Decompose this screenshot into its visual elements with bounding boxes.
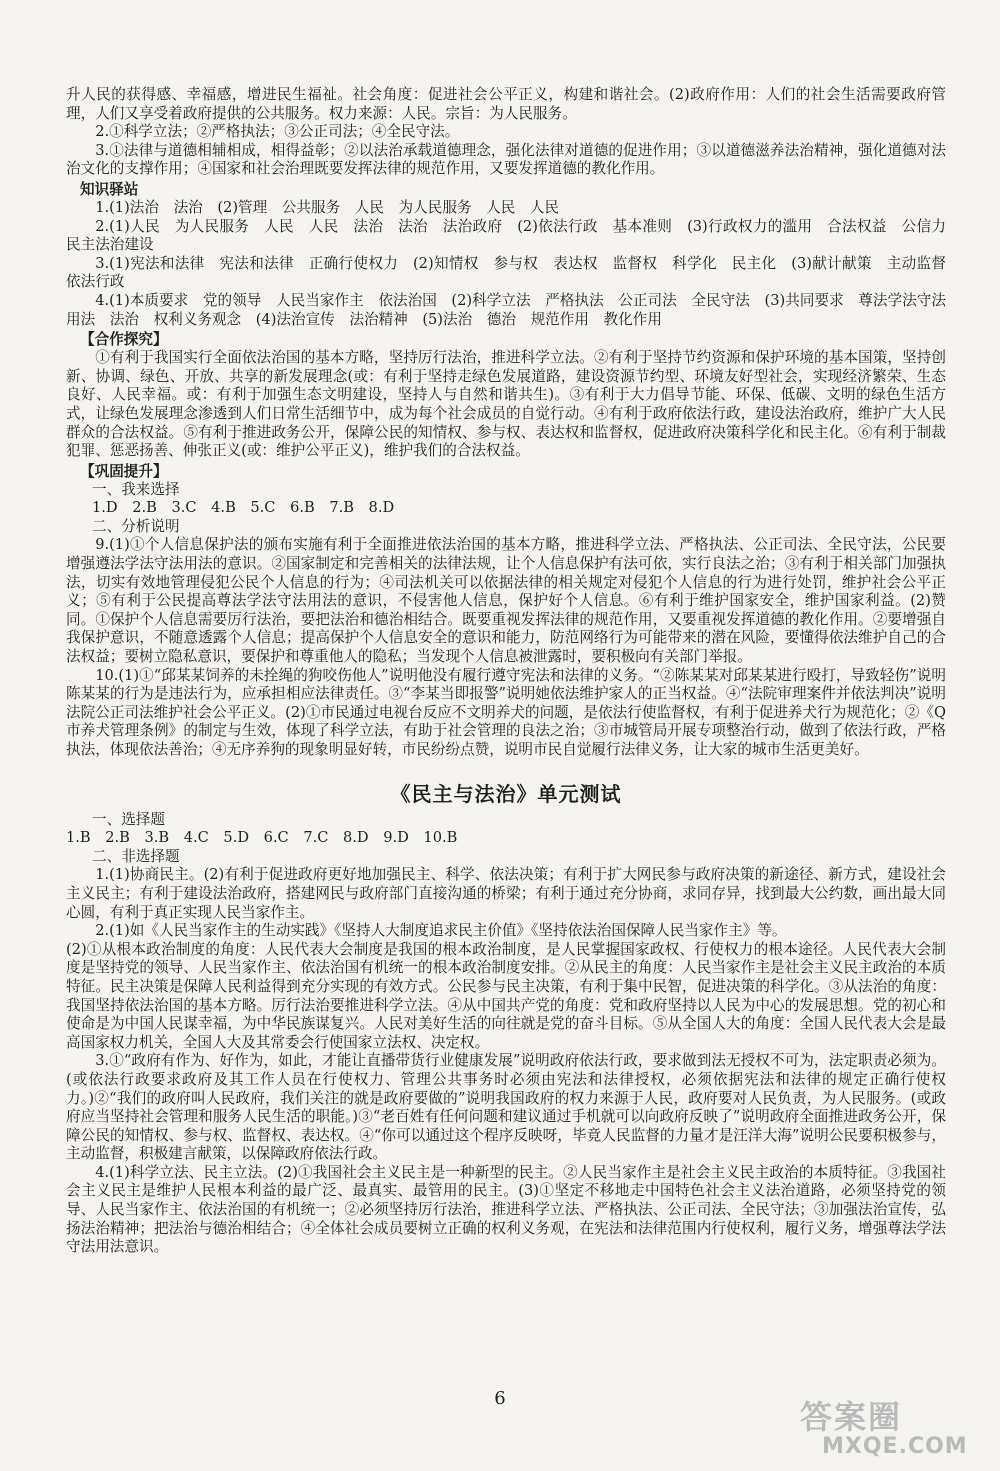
knowledge-item-1: 1.(1)法治 法治 (2)管理 公共服务 人民 为人民服务 人民 人民 bbox=[95, 198, 560, 216]
cooperation-text: ①有利于我国实行全面依法治国的基本方略，坚持厉行法治，推进科学立法。②有利于坚持节约资源和保护环境的基本国策，坚持创新、协调、绿色、开放、共享的新发展理念(或：有利于坚持走绿色发展道路，建设资源节约型、环境友好型社会，实现经济繁荣、生态良好、人民幸福。或：有利于加强生态文明建设，坚持人与自然和谐共生)。③有利于大力倡导节能、环保、低碳、文明的绿色生活方式，让绿色发展理念渗透到人们日常生活细节中，成为每个社会成员的自觉行动。④有利于政府依法行政，建设法治政府，维护广大人民群众的合法权益。⑤有利于推进政务公开，保障公民的知情权、参与权、表达权和监督权，促进政府决策科学化和民主化。⑥有利于制裁犯罪、惩恶扬善、伸张正义(或：维护公平正义)，维护我们的合法权益。 bbox=[66, 349, 946, 460]
unit-choice-title: 一、选择题 bbox=[92, 810, 165, 828]
unit-test-title: 《民主与法治》单元测试 bbox=[390, 781, 622, 806]
question-9-answer: 9.(1)①个人信息保护法的颁布实施有利于全面推进依法治国的基本方略，推进科学立法、严格执法、公正司法、全民守法，公民要增强遵法学法守法用法的意识。②国家制定和完善相关的法律法规，让个人信息保护有法可依，实行良法之治；③有利于相关部门加强执法，切实有效地管理侵犯公民个人信息的行为；④司法机关可以依据法律的相关规定对侵犯个人信息的行为进行处罚，维护社会公平正义；⑤有利于公民提高尊法学法守法用法的意识，不侵害他人信息，保护好个人信息。⑥有利于维护国家安全，维护国家利益。(2)赞同。①保护个人信息需要厉行法治，要把法治和德治相结合。既要重视发挥法律的规范作用，又要重视发挥道德的教化作用。②要增强自我保护意识，不随意透露个人信息；提高保护个人信息安全的意识和能力，防范网络行为可能带来的潜在风险，要懂得依法维护自己的合法权益；要树立隐私意识，要保护和尊重他人的隐私；当发现个人信息被泄露时，要积极向有关部门举报。 bbox=[66, 536, 946, 666]
unit-nonchoice-title: 二、非选择题 bbox=[92, 847, 180, 865]
page-content bbox=[66, 86, 961, 1257]
top-paragraph-2: 2.①科学立法；②严格执法；③公正司法；④全民守法。 bbox=[95, 123, 460, 141]
watermark-url: MXQE.COM bbox=[822, 1434, 968, 1459]
unit-question-4: 4.(1)科学立法、民主立法。(2)①我国社会主义民主是一种新型的民主。②人民当家作主是社会主义民主政治的本质特征。③我国社会主义民主是维护人民根本利益的最广泛、最真实、最管用的民主。(3)①坚定不移地走中国特色社会主义法治道路，必须坚持党的领导、人民当家作主、依法治国的有机统一；②必须坚持厉行法治，推进科学立法、严格执法、公正司法、全民守法；③加强法治宣传，弘扬法治精神；把法治与德治相结合；④全体社会成员要树立正确的权利义务观，在宪法和法律范围内行使权利，履行义务，增强尊法学法守法用法意识。 bbox=[66, 1163, 946, 1256]
page-number: 6 bbox=[494, 1388, 506, 1409]
unit-choice-answers: 1.B 2.B 3.B 4.C 5.D 6.C 7.C 8.D 9.D 10.B bbox=[66, 829, 458, 847]
knowledge-item-3: 3.(1)宪法和法律 宪法和法律 正确行使权力 (2)知情权 参与权 表达权 监督权 科学化 民主化 (3)献计献策 主动监督 依法行政 bbox=[66, 254, 961, 291]
top-paragraph-1: 升人民的获得感、幸福感，增进民生福祉。社会角度：促进社会公平正义，构建和谐社会。(2)政府作用：人们的社会生活需要政府管理，人们又享受着政府提供的公共服务。权力来源：人民。宗旨：为人民服务。 bbox=[66, 86, 946, 122]
unit-question-3: 3.①“政府有作为、好作为，如此，才能让直播带货行业健康发展”说明政府依法行政，要求做到法无授权不可为，法定职责必须为。(或依法行政要求政府及其工作人员在行使权力、管理公共事务时必须由宪法和法律授权，必须依据宪法和法律的规定正确行使权力。)②“我们的政府叫人民政府，我们关注的就是政府要做的”说明我国政府的权力来源于人民，政府要对人民负责，为人民服务。(或政府应当坚持社会管理和服务人民生活的职能。)③“老百姓有任何问题和建议通过手机就可以向政府反映了”说明政府全面推进政务公开，保障公民的知情权、参与权、监督权、表达权。④“你可以通过这个程序反映呀，毕竟人民监督的力量才是汪洋大海”说明公民要积极参与，主动监督，积极建言献策，以保障政府依法行政。 bbox=[66, 1052, 946, 1163]
watermark-logo bbox=[800, 1392, 970, 1458]
choice-answers: 1.D 2.B 3.C 4.B 5.C 6.B 7.B 8.D bbox=[92, 499, 395, 517]
unit-question-1: 1.(1)协商民主。(2)有利于促进政府更好地加强民主、科学、依法决策；有利于扩大网民参与政府决策的新途径、新方式，建设社会主义民主；有利于建设法治政府，搭建网民与政府部门直接沟通的桥梁；有利于通过充分协商，求同存异，找到最大公约数，画出最大同心圆，有利于真正实现人民当家作主。 bbox=[66, 866, 946, 921]
knowledge-item-4: 4.(1)本质要求 党的领导 人民当家作主 依法治国 (2)科学立法 严格执法 公正司法 全民守法 (3)共同要求 尊法学法守法用法 法治 权利义务观念 (4)法治宣传 法治精神 (5)法治 德治 规范作用 教化作用 bbox=[66, 291, 946, 328]
analysis-section-title: 二、分析说明 bbox=[92, 517, 180, 535]
unit-question-2b: (2)①从根本政治制度的角度：人民代表大会制度是我国的根本政治制度，是人民掌握国家政权、行使权力的根本途径。人民代表大会制度是坚持党的领导、人民当家作主、依法治国有机统一的根本政治制度安排。②从民主的角度：人民当家作主是社会主义民主政治的本质特征。民主决策是保障人民利益得到充分实现的有效方式。公民参与民主决策，有利于集中民智，促进决策的科学化。③从法治的角度：我国坚持依法治国的基本方略。厉行法治要推进科学立法。④从中国共产党的角度：党和政府坚持以人民为中心的发展思想。党的初心和使命是为中国人民谋幸福，为中华民族谋复兴。人民对美好生活的向往就是党的奋斗目标。⑤从全国人大的角度：全国人民代表大会是最高国家权力机关，全国人大及其常委会行使国家立法权、决定权。 bbox=[66, 940, 946, 1051]
consolidation-heading: 【巩固提升】 bbox=[80, 462, 168, 480]
knowledge-heading: 知识驿站 bbox=[80, 180, 139, 198]
unit-question-2a: 2.(1)如《人民当家作主的生动实践》《坚持人大制度追求民主价值》《坚持依法治国保障人民当家作主》等。 bbox=[95, 922, 787, 940]
cooperation-heading: 【合作探究】 bbox=[80, 331, 168, 349]
choice-section-title: 一、我来选择 bbox=[92, 480, 180, 498]
knowledge-item-2: 2.(1)人民 为人民服务 人民 人民 法治 法治 法治政府 (2)依法行政 基本准则 (3)行政权力的滥用 合法权益 公信力 民主法治建设 bbox=[66, 217, 961, 254]
watermark-text: 答案圈 bbox=[800, 1398, 903, 1436]
top-paragraph-3: 3.①法律与道德相辅相成，相得益彰；②以法治承载道德理念，强化法律对道德的促进作用；③以道德滋养法治精神，强化道德对法治文化的支撑作用；④国家和社会治理既要发挥法律的规范作用，又要发挥道德的教化作用。 bbox=[66, 141, 946, 178]
question-10-answer: 10.(1)①“邱某某饲养的未拴绳的狗咬伤他人”说明他没有履行遵守宪法和法律的义务。“②陈某某对邱某某进行殴打，导致轻伤”说明陈某某的行为是违法行为，应承担相应法律责任。③“李某当即报警”说明她依法维护家人的正当权益。④“法院审理案件并依法判决”说明法院公正司法维护社会公平正义。(2)①市民通过电视台反应不文明养犬的问题，是依法行使监督权，有利于促进养犬行为规范化；②《Q市养犬管理条例》的制定与生效，体现了科学立法，有助于社会管理的良法之治；③市城管局开展专项整治行动，做到了依法行政，严格执法，体现依法善治；④无序养狗的现象明显好转，市民纷纷点赞，说明市民自觉履行法律义务，让大家的城市生活更美好。 bbox=[66, 666, 946, 758]
